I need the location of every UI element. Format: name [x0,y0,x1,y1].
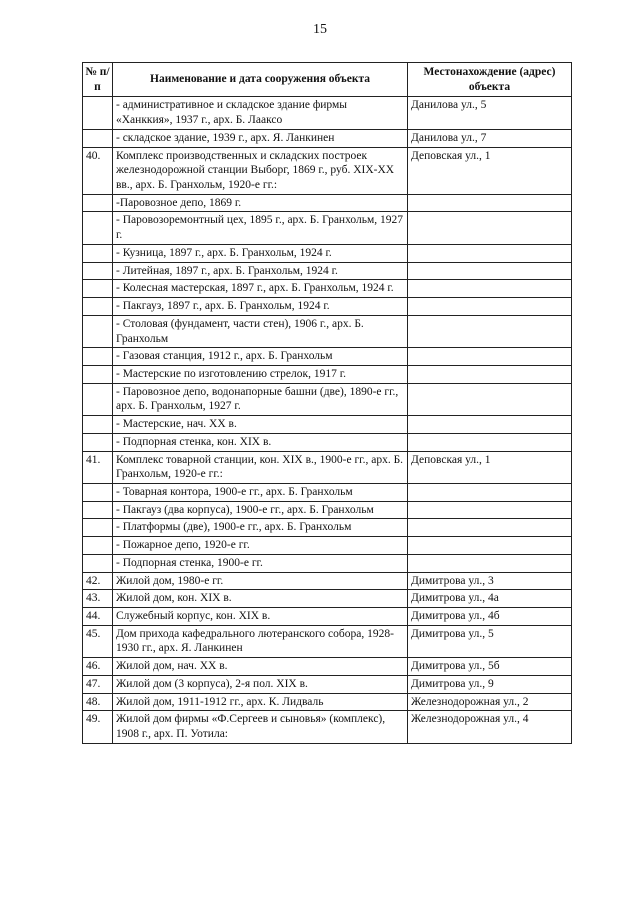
row-number-cell [83,416,113,434]
table-row [83,212,572,244]
table-row [83,194,572,212]
object-address-cell [408,298,572,316]
table-row [83,280,572,298]
object-address-cell: Димитрова ул., 4б [408,608,572,626]
object-name-cell: - Товарная контора, 1900-е гг., арх. Б. Гранхольм [113,483,408,501]
heritage-objects-table [82,62,572,744]
object-address-cell [408,348,572,366]
object-address-cell [408,483,572,501]
table-row [83,519,572,537]
table-row [83,658,572,676]
table-row [83,416,572,434]
object-address-cell [408,554,572,572]
row-number-cell [83,554,113,572]
row-number-cell [83,280,113,298]
row-number-cell: 40. [83,147,113,194]
table-row [83,608,572,626]
object-name-cell: Жилой дом, 1980-е гг. [113,572,408,590]
table-row [83,433,572,451]
row-number-cell: 48. [83,693,113,711]
object-address-cell [408,537,572,555]
table-row [83,383,572,415]
object-address-cell: Димитрова ул., 4а [408,590,572,608]
table-row [83,554,572,572]
table-row [83,365,572,383]
table-row [83,590,572,608]
object-address-cell: Димитрова ул., 3 [408,572,572,590]
row-number-cell [83,537,113,555]
table-row [83,315,572,347]
object-name-cell: Жилой дом, нач. XX в. [113,658,408,676]
object-address-cell [408,212,572,244]
object-name-cell: Жилой дом фирмы «Ф.Сергеев и сыновья» (комплекс), 1908 г., арх. П. Уотила: [113,711,408,743]
table-row [83,625,572,657]
object-name-cell: Жилой дом (3 корпуса), 2-я пол. XIX в. [113,675,408,693]
table-row [83,537,572,555]
row-number-cell [83,298,113,316]
row-number-cell [83,365,113,383]
object-address-cell: Данилова ул., 5 [408,97,572,129]
row-number-cell [83,433,113,451]
object-name-cell: - Литейная, 1897 г., арх. Б. Гранхольм, 1924 г. [113,262,408,280]
object-name-cell: - складское здание, 1939 г., арх. Я. Ланкинен [113,129,408,147]
object-address-cell [408,365,572,383]
object-address-cell [408,194,572,212]
object-name-cell: Дом прихода кафедрального лютеранского собора, 1928-1930 гг., арх. Я. Ланкинен [113,625,408,657]
object-address-cell [408,519,572,537]
object-name-cell: - Подпорная стенка, кон. XIX в. [113,433,408,451]
object-address-cell [408,383,572,415]
object-address-cell: Железнодорожная ул., 4 [408,711,572,743]
object-name-cell: Комплекс товарной станции, кон. XIX в., 1900-е гг., арх. Б. Гранхольм, 1920-е гг.: [113,451,408,483]
object-name-cell: - Газовая станция, 1912 г., арх. Б. Гранхольм [113,348,408,366]
header-address: Местонахождение (адрес) объекта [408,63,572,97]
table-row [83,348,572,366]
row-number-cell [83,262,113,280]
object-name-cell: - Мастерские по изготовлению стрелок, 1917 г. [113,365,408,383]
object-address-cell: Деповская ул., 1 [408,451,572,483]
row-number-cell: 43. [83,590,113,608]
row-number-cell [83,97,113,129]
row-number-cell: 49. [83,711,113,743]
table-row [83,483,572,501]
table-row [83,711,572,743]
table-row [83,572,572,590]
row-number-cell: 41. [83,451,113,483]
object-address-cell [408,501,572,519]
object-name-cell: - Пакгауз, 1897 г., арх. Б. Гранхольм, 1924 г. [113,298,408,316]
page-number: 15 [313,22,327,37]
object-address-cell: Деповская ул., 1 [408,147,572,194]
row-number-cell: 47. [83,675,113,693]
object-address-cell [408,433,572,451]
row-number-cell [83,129,113,147]
object-name-cell: - Пакгауз (два корпуса), 1900-е гг., арх. Б. Гранхольм [113,501,408,519]
object-address-cell: Данилова ул., 7 [408,129,572,147]
object-address-cell: Димитрова ул., 5 [408,625,572,657]
row-number-cell: 45. [83,625,113,657]
table-row [83,244,572,262]
object-address-cell [408,280,572,298]
object-address-cell [408,315,572,347]
object-name-cell: - административное и складское здание фирмы «Ханккия», 1937 г., арх. Б. Лаaксо [113,97,408,129]
object-address-cell: Железнодорожная ул., 2 [408,693,572,711]
table-row [83,501,572,519]
object-name-cell: -Паровозное депо, 1869 г. [113,194,408,212]
table-row [83,262,572,280]
header-name: Наименование и дата сооружения объекта [113,63,408,97]
row-number-cell [83,212,113,244]
header-num: № п/п [83,63,113,97]
row-number-cell [83,194,113,212]
object-name-cell: Жилой дом, 1911-1912 гг., арх. К. Лидваль [113,693,408,711]
object-name-cell: - Пожарное депо, 1920-е гг. [113,537,408,555]
object-address-cell: Димитрова ул., 5б [408,658,572,676]
table-row [83,675,572,693]
row-number-cell [83,315,113,347]
object-name-cell: - Колесная мастерская, 1897 г., арх. Б. Гранхольм, 1924 г. [113,280,408,298]
object-name-cell: - Кузница, 1897 г., арх. Б. Гранхольм, 1924 г. [113,244,408,262]
object-name-cell: Служебный корпус, кон. XIX в. [113,608,408,626]
row-number-cell: 44. [83,608,113,626]
object-name-cell: - Столовая (фундамент, части стен), 1906 г., арх. Б. Гранхольм [113,315,408,347]
row-number-cell: 46. [83,658,113,676]
row-number-cell [83,383,113,415]
row-number-cell [83,244,113,262]
object-name-cell: - Платформы (две), 1900-е гг., арх. Б. Гранхольм [113,519,408,537]
row-number-cell [83,501,113,519]
row-number-cell [83,348,113,366]
table-body [83,97,572,743]
row-number-cell [83,483,113,501]
table-row [83,147,572,194]
object-name-cell: - Подпорная стенка, 1900-е гг. [113,554,408,572]
object-address-cell: Димитрова ул., 9 [408,675,572,693]
object-name-cell: - Паровозное депо, водонапорные башни (две), 1890-е гг., арх. Б. Гранхольм, 1927 г. [113,383,408,415]
object-name-cell: Жилой дом, кон. XIX в. [113,590,408,608]
table-row [83,298,572,316]
object-name-cell: - Паровозоремонтный цех, 1895 г., арх. Б. Гранхольм, 1927 г. [113,212,408,244]
row-number-cell [83,519,113,537]
table-row [83,97,572,129]
table-row [83,693,572,711]
object-address-cell [408,244,572,262]
object-name-cell: - Мастерские, нач. XX в. [113,416,408,434]
table-row [83,129,572,147]
row-number-cell: 42. [83,572,113,590]
object-name-cell: Комплекс производственных и складских построек железнодорожной станции Выборг, 1869 г., руб. XIX-XX вв., арх. Б. Гранхольм, 1920-е гг.: [113,147,408,194]
object-address-cell [408,262,572,280]
table-row [83,451,572,483]
object-address-cell [408,416,572,434]
table-header-row [83,63,572,97]
